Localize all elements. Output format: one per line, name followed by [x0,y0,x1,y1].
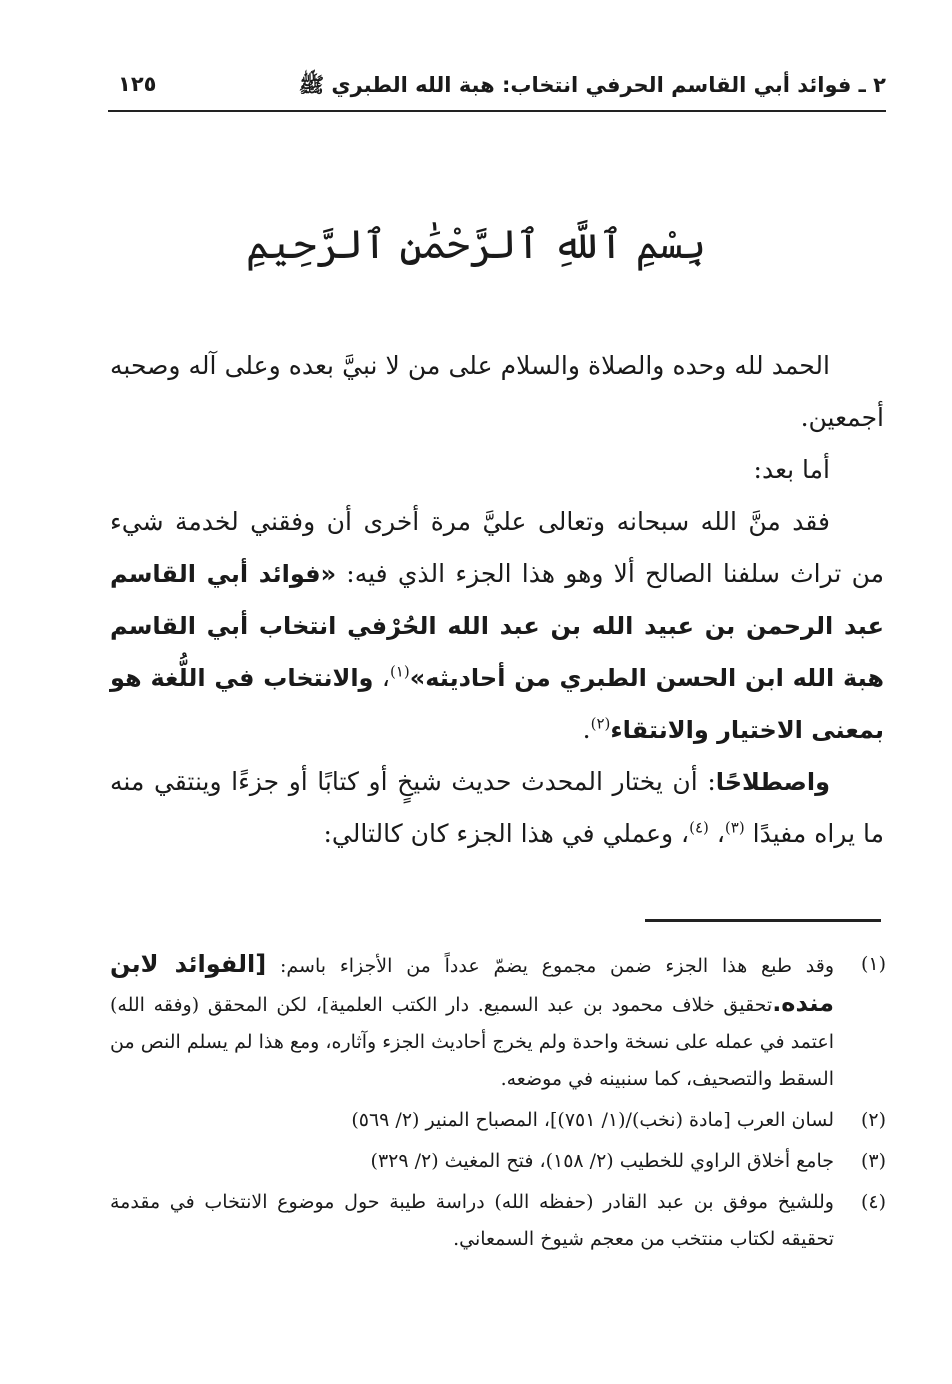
technical-ending: ، وعملي في هذا الجزء كان كالتالي: [323,819,690,848]
paragraph-intro [110,496,884,756]
footnote-2 [110,1102,886,1139]
paragraph-amma-baad: أما بعد: [753,455,830,484]
page-number: ١٢٥ [118,72,157,96]
intro-text: فقد منَّ الله سبحانه وتعالى عليَّ مرة أخرى أن وفقني لخدمة شيء من تراث سلفنا الصالح ألا وهو هذا الجزء الذي فيه: [110,507,884,588]
intikhab-definition-bold: والانتخاب في اللُّغة هو بمعنى الاختيار والانتقاء [110,664,884,744]
footnote-1 [110,946,886,1098]
header-rule [108,110,886,112]
paragraph-technical [110,756,884,860]
book-title-bold: «فوائد أبي القاسم عبد الرحمن بن عبيد الله بن عبد الله الحُرْفي انتخاب أبي القاسم هبة الله ابن الحسن الطبري من أحاديثه» [110,560,885,692]
footnote-text: جامع أخلاق الراوي للخطيب (٢/ ١٥٨)، فتح المغيث (٢/ ٣٢٩) [370,1150,834,1172]
technical-text: : أن يختار المحدث حديث شيخٍ أو كتابًا أو جزءًا وينتقي منه ما يراه مفيدًا [110,767,884,848]
footnotes [110,946,886,1262]
footnote-bold-title: [الفوائد لابن منده. [110,950,834,1017]
footnote-text: لسان العرب [مادة (نخب)/(١/ ٧٥١)]، المصباح المنير (٢/ ٥٦٩) [351,1109,834,1131]
chapter-title: ٢ ـ فوائد أبي القاسم الحرفي انتخاب: هبة الله الطبري ﷺ [298,73,886,97]
footnote-3 [110,1143,886,1180]
footnote-number: (٣) [860,1150,886,1172]
footnote-text: وللشيخ موفق بن عبد القادر (حفظه الله) دراسة طيبة حول موضوع الانتخاب في مقدمة تحقيقه لكتاب منتخب من معجم شيوخ السمعاني. [110,1191,834,1250]
footnote-4 [110,1184,886,1258]
footnote-number: (١) [860,953,886,975]
footnote-ref-4: (٤) [689,818,709,837]
basmala: بِسْمِ ٱللَّهِ ٱلرَّحْمَٰنِ ٱلرَّحِيمِ [245,222,707,268]
footnote-ref-3: (٣) [724,818,745,837]
footnote-text-cont: تحقيق خلاف محمود بن عبد السميع. دار الكتب العلمية]، لكن المحقق (وفقه الله) اعتمد في عمله على نسخة واحدة ولم يخرج أحاديث الجزء وآثاره، ومع هذا لم يسلم النص من السقط والتصحيف، كما سنبينه في موضعه. [110,994,834,1090]
intro-separator: ، [373,663,390,692]
footnote-number: (٢) [860,1109,886,1131]
running-header [108,70,886,104]
footnote-text: وقد طبع هذا الجزء ضمن مجموع يضمّ عدداً من الأجزاء باسم: [266,955,834,977]
footnote-rule [645,919,881,922]
paragraph-praise: الحمد لله وحده والصلاة والسلام على من لا نبيَّ بعده وعلى آله وصحبه أجمعين. [110,351,884,432]
footnote-ref-2: (٢) [590,714,611,733]
technical-separator: ، [708,819,725,848]
intro-period: . [582,715,591,744]
footnote-number: (٤) [860,1191,886,1213]
footnote-ref-1: (١) [389,662,410,681]
istilahan-bold: واصطلاحًا [715,768,830,796]
main-text [110,340,884,860]
